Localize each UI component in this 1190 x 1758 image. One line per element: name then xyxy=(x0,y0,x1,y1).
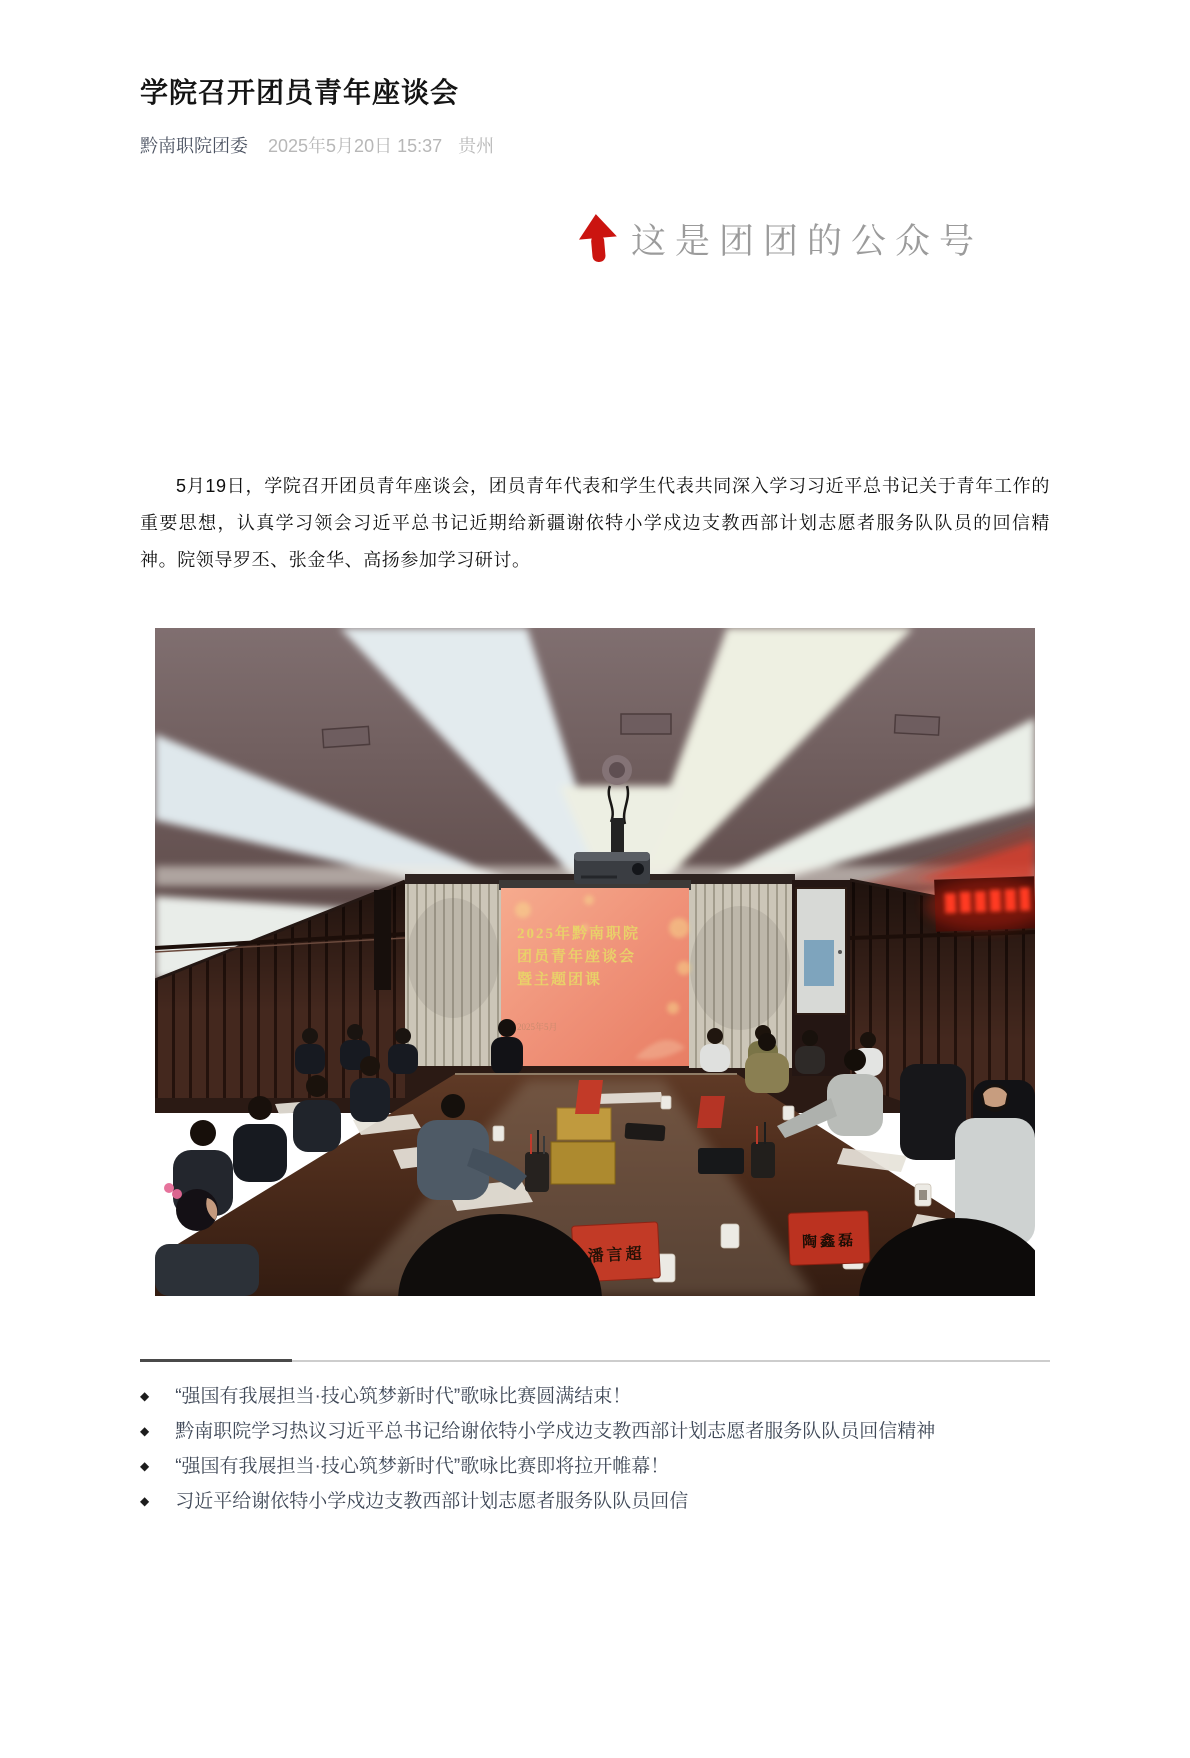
power-outlet-box xyxy=(698,1148,744,1174)
diamond-bullet-icon: ◆ xyxy=(140,1389,150,1403)
red-up-arrow-icon xyxy=(577,213,619,265)
related-articles-list xyxy=(140,1380,1050,1520)
diamond-bullet-icon: ◆ xyxy=(140,1494,150,1508)
related-article-text: 习近平给谢依特小学戍边支教西部计划志愿者服务队队员回信 xyxy=(175,1491,689,1512)
section-divider xyxy=(140,1359,1050,1362)
related-article-link[interactable] xyxy=(140,1485,1050,1520)
page-title: 学院召开团员青年座谈会 xyxy=(140,77,460,108)
screen-title-line-3: 暨主题团课 xyxy=(517,972,603,988)
ceiling-speaker xyxy=(602,755,632,785)
door xyxy=(796,888,846,1014)
left-wall-doorway xyxy=(374,890,391,990)
tissue-boxes xyxy=(551,1108,615,1184)
article-page xyxy=(0,74,1190,1520)
related-article-text: “强国有我展担当·技心筑梦新时代”歌咏比赛圆满结束！ xyxy=(175,1386,632,1407)
banner-text: 这是团团的公众号 xyxy=(631,222,984,261)
related-article-link[interactable] xyxy=(140,1380,1050,1415)
diamond-bullet-icon: ◆ xyxy=(140,1459,150,1473)
conference-room-illustration xyxy=(155,628,1035,1296)
projection-screen xyxy=(499,880,691,1066)
related-article-text: 黔南职院学习热议习近平总书记给谢依特小学戍边支教西部计划志愿者服务队队员回信精神 xyxy=(175,1421,936,1442)
related-article-link[interactable] xyxy=(140,1415,1050,1450)
screen-subtext: 2025年5月 xyxy=(517,1022,558,1032)
svg-text:陶鑫磊: 陶鑫磊 xyxy=(801,1233,857,1251)
divider-dark-segment xyxy=(140,1359,292,1362)
account-name-link[interactable]: 黔南职院团委 xyxy=(140,136,248,156)
byline xyxy=(140,134,1050,158)
led-sign xyxy=(924,876,1035,932)
publish-datetime: 2025年5月20日 15:37 xyxy=(268,136,443,156)
nameplate-front-right xyxy=(788,1211,870,1266)
publish-location: 贵州 xyxy=(458,136,495,156)
related-article-text: “强国有我展担当·技心筑梦新时代”歌咏比赛即将拉开帷幕！ xyxy=(175,1456,670,1477)
conference-room-photo[interactable] xyxy=(155,628,1035,1296)
related-article-link[interactable] xyxy=(140,1450,1050,1485)
screen-title-line-1: 2025年黔南职院 xyxy=(517,926,641,942)
official-account-banner xyxy=(577,212,1050,266)
screen-title-line-2: 团员青年座谈会 xyxy=(517,949,637,965)
svg-text:潘言超: 潘言超 xyxy=(587,1245,646,1266)
diamond-bullet-icon: ◆ xyxy=(140,1424,150,1438)
article-paragraph: 5月19日，学院召开团员青年座谈会，团员青年代表和学生代表共同深入学习习近平总书记关于青年工作的重要思想，认真学习领会习近平总书记近期给新疆谢依特小学戍边支教西部计划志愿者服务队队员的回信精神。院领导罗丕、张金华、高扬参加学习研讨。 xyxy=(140,476,1050,570)
